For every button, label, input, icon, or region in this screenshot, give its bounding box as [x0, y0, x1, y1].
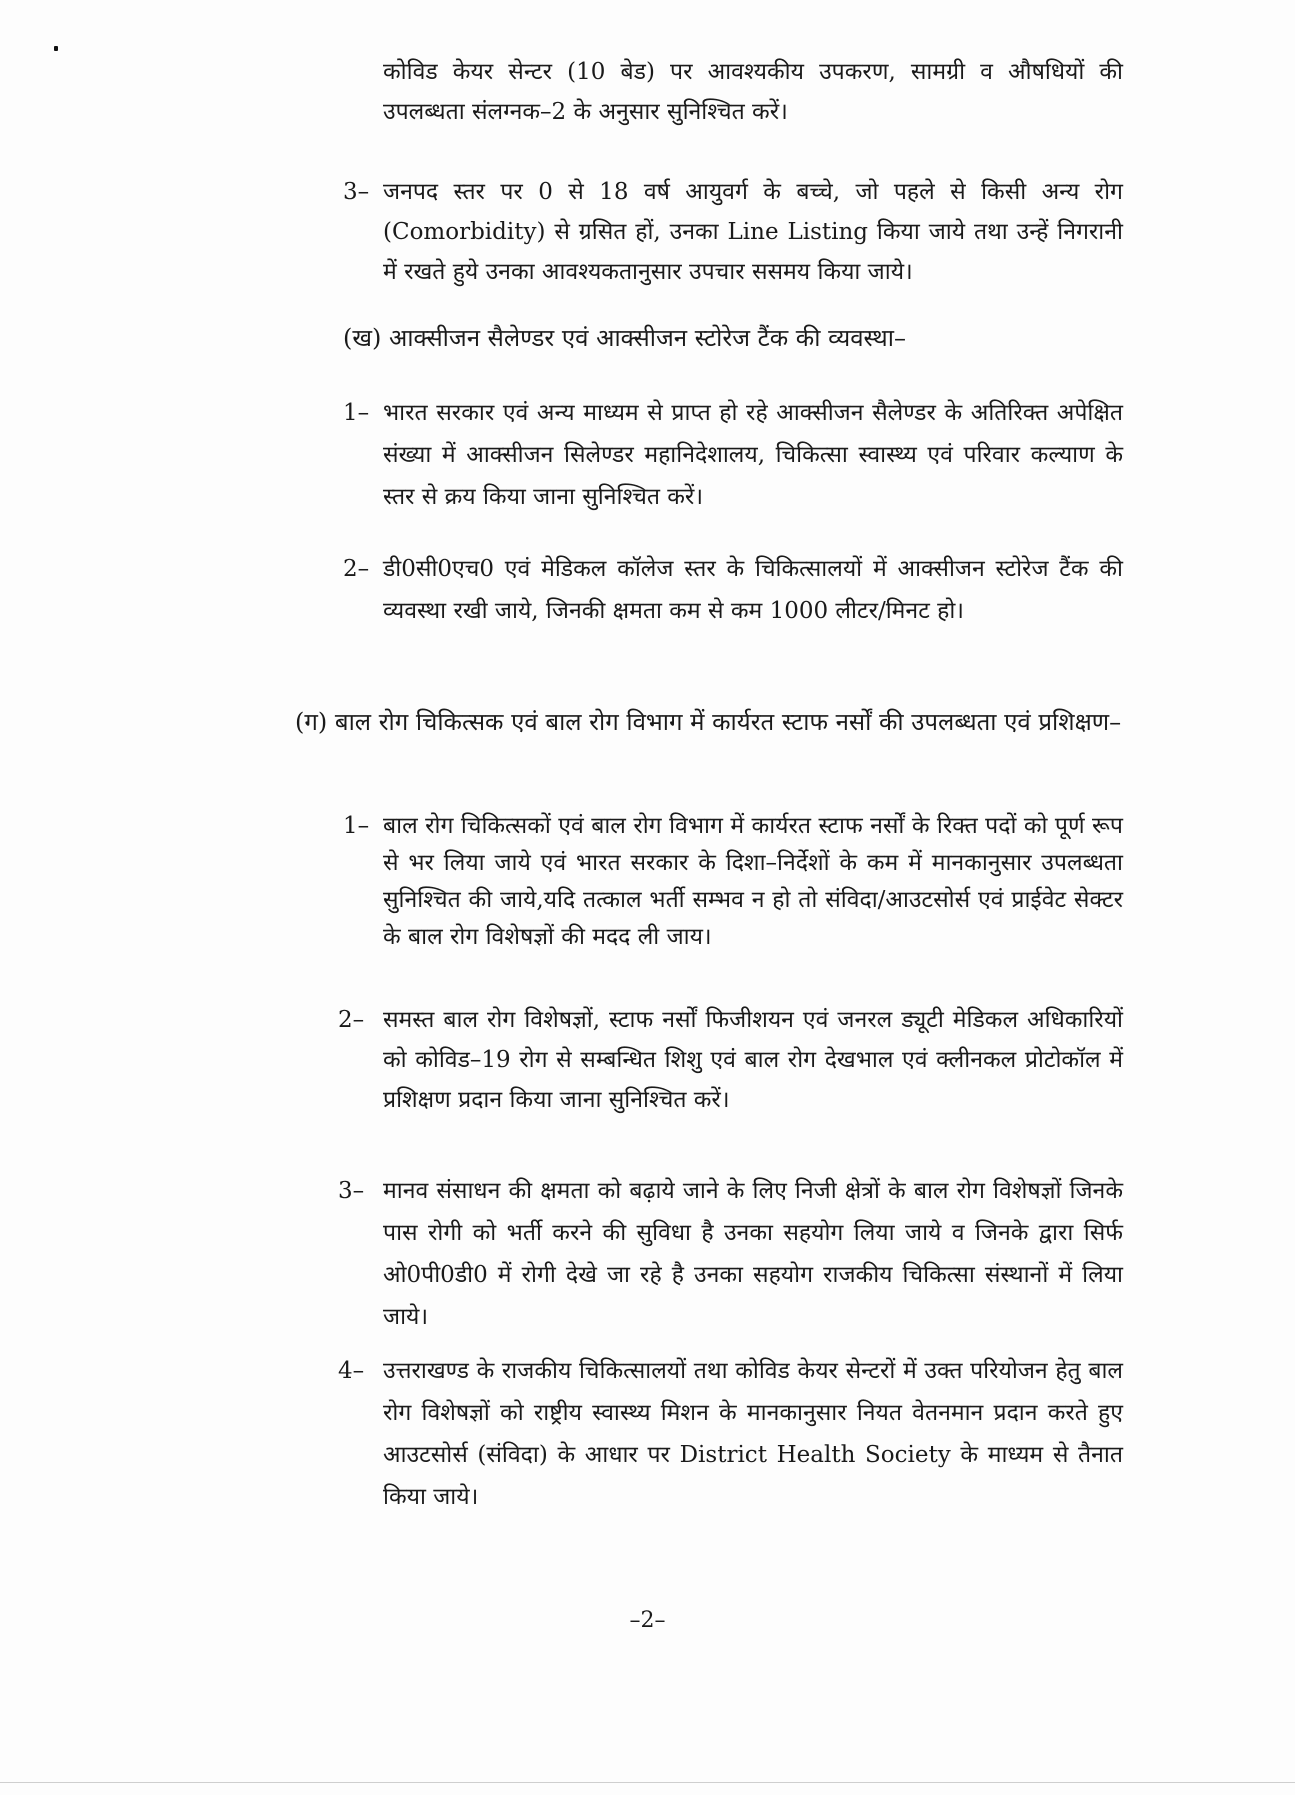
- list-item-a3: [343, 172, 1123, 292]
- list-item-text: भारत सरकार एवं अन्य माध्यम से प्राप्त हो रहे आक्सीजन सैलेण्डर के अतिरिक्त अपेक्षित संख्या में आक्सीजन सिलेण्डर महानिदेशालय, चिकित्सा स्वास्थ्य एवं परिवार कल्याण के स्तर से क्रय किया जाना सुनिश्चित करें।: [383, 400, 1123, 510]
- section-heading-kha: (ख) आक्सीजन सैलेण्डर एवं आक्सीजन स्टोरेज टैंक की व्यवस्था–: [343, 324, 906, 352]
- list-item-number: 3–: [338, 1178, 365, 1204]
- bottom-divider: [0, 1782, 1295, 1783]
- list-item-text: बाल रोग चिकित्सकों एवं बाल रोग विभाग में कार्यरत स्टाफ नर्सों के रिक्त पदों को पूर्ण रूप से भर लिया जाये एवं भारत सरकार के दिशा–निर्देशों के कम में मानकानुसार उपलब्धता सुनिश्चित की जाये,यदि तत्काल भर्ती सम्भव न हो तो संविदा/आउटसोर्स एवं प्राईवेट सेक्टर के बाल रोग विशेषज्ञों की मदद ली जाय।: [383, 813, 1123, 950]
- list-item-text: जनपद स्तर पर 0 से 18 वर्ष आयुवर्ग के बच्चे, जो पहले से किसी अन्य रोग (Comorbidity) से ग्रसित हों, उनका Line Listing किया जाये तथा उन्हें निगरानी में रखते हुये उनका आवश्यकतानुसार उपचार ससमय किया जाये।: [383, 179, 1123, 285]
- list-item-number: 2–: [338, 1007, 365, 1033]
- list-item-ga-2: [338, 1000, 1123, 1120]
- list-item-text: समस्त बाल रोग विशेषज्ञों, स्टाफ नर्सों फिजीशयन एवं जनरल ड्यूटी मेडिकल अधिकारियों को कोविड–19 रोग से सम्बन्धित शिशु एवं बाल रोग देखभाल एवं क्लीनकल प्रोटोकॉल में प्रशिक्षण प्रदान किया जाना सुनिश्चित करें।: [383, 1007, 1123, 1113]
- list-item-ga-3: [338, 1170, 1123, 1338]
- section-heading-ga: (ग) बाल रोग चिकित्सक एवं बाल रोग विभाग में कार्यरत स्टाफ नर्सों की उपलब्धता एवं प्रशिक्षण–: [295, 708, 1122, 736]
- list-item-kha-1: [343, 392, 1123, 518]
- list-item-text: मानव संसाधन की क्षमता को बढ़ाये जाने के लिए निजी क्षेत्रों के बाल रोग विशेषज्ञों जिनके पास रोगी को भर्ती करने की सुविधा है उनका सहयोग लिया जाये व जिनके द्वारा सिर्फ ओ0पी0डी0 में रोगी देखे जा रहे है उनका सहयोग राजकीय चिकित्सा संस्थानों में लिया जाये।: [383, 1178, 1123, 1330]
- list-item-text: उत्तराखण्ड के राजकीय चिकित्सालयों तथा कोविड केयर सेन्टरों में उक्त परियोजन हेतु बाल रोग विशेषज्ञों को राष्ट्रीय स्वास्थ्य मिशन के मानकानुसार नियत वेतनमान प्रदान करते हुए आउटसोर्स (संविदा) के आधार पर District Health Society के माध्यम से तैनात किया जाये।: [383, 1358, 1123, 1510]
- list-item-kha-2: [343, 548, 1123, 632]
- list-item-number: 1–: [343, 813, 370, 839]
- page-number: –2–: [629, 1608, 666, 1633]
- list-item-number: 1–: [343, 400, 370, 426]
- list-item-ga-4: [338, 1350, 1123, 1518]
- list-item-text: डी0सी0एच0 एवं मेडिकल कॉलेज स्तर के चिकित्सालयों में आक्सीजन स्टोरेज टैंक की व्यवस्था रखी जाये, जिनकी क्षमता कम से कम 1000 लीटर/मिनट हो।: [383, 556, 1123, 624]
- intro-paragraph: कोविड केयर सेन्टर (10 बेड) पर आवश्यकीय उपकरण, सामग्री व औषधियों की उपलब्धता संलग्नक–2 के अनुसार सुनिश्चित करें।: [383, 59, 1123, 125]
- scan-speck: [54, 46, 58, 51]
- list-item-number: 2–: [343, 556, 370, 582]
- list-item-number: 3–: [343, 179, 370, 205]
- list-item-ga-1: [343, 808, 1123, 956]
- list-item-number: 4–: [338, 1358, 365, 1384]
